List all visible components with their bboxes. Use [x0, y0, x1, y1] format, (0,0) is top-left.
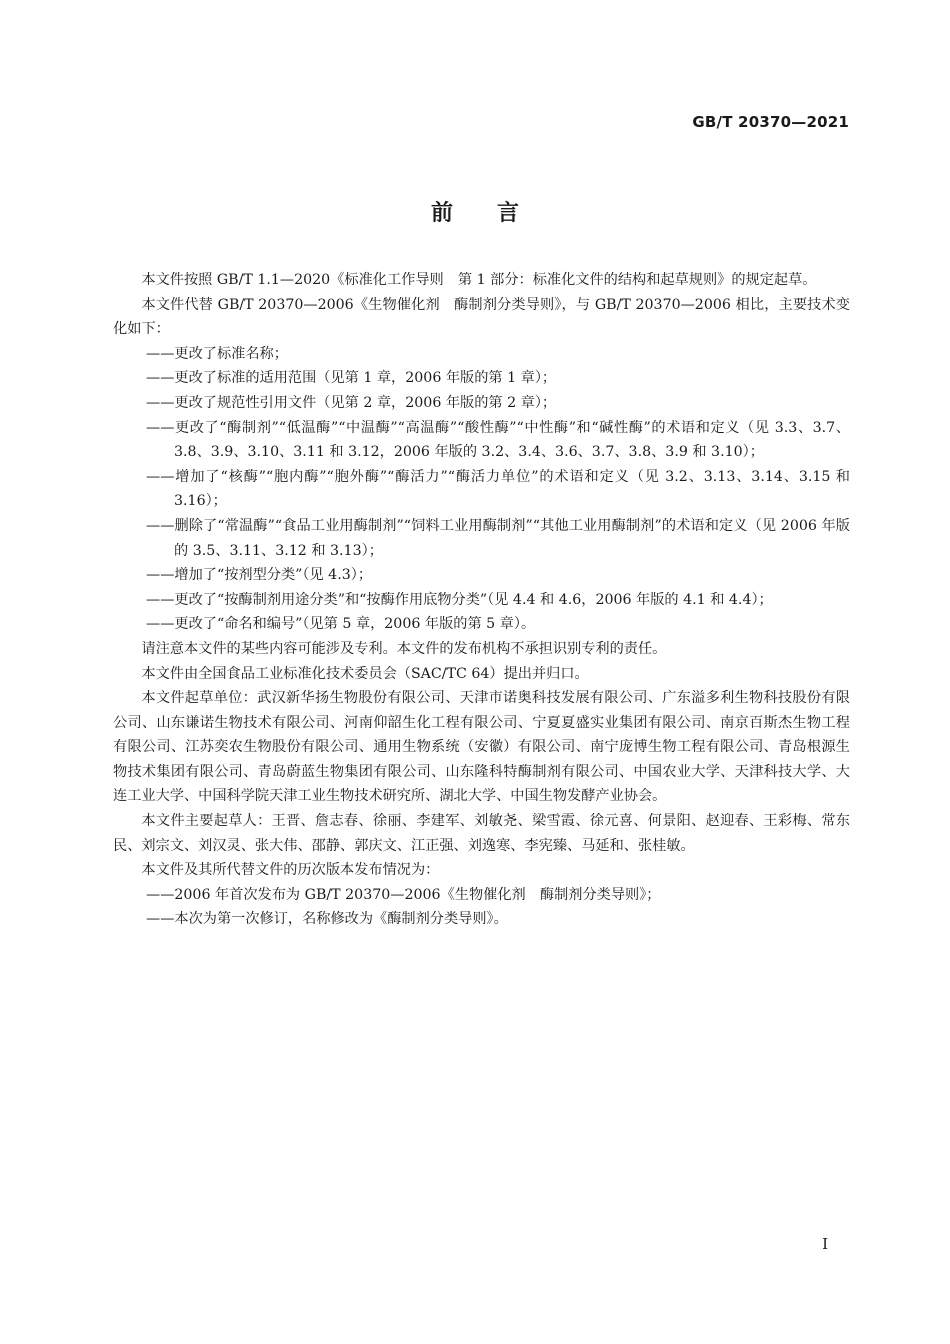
- change-item: ——更改了标准的适用范围（见第 1 章，2006 年版的第 1 章）；: [146, 370, 557, 387]
- page-title: 前 言: [430, 201, 519, 226]
- paragraph-drafters: 本文件主要起草人：王晋、詹志春、徐丽、李建军、刘敏尧、梁雪霞、徐元喜、何景阳、赵迎春、王彩梅、常东民、刘宗文、刘汉灵、张大伟、邵静、郭庆文、江正强、刘逸寒、李宪臻、马延和、张桂敏。: [113, 813, 850, 854]
- change-item: ——增加了“按剂型分类”（见 4.3）；: [146, 567, 373, 584]
- change-item: ——更改了“按酶制剂用途分类”和“按酶作用底物分类”（见 4.4 和 4.6，2006 年版的 4.1 和 4.4）；: [146, 591, 773, 608]
- paragraph-drafting-units: 本文件起草单位：武汉新华扬生物股份有限公司、天津市诺奥科技发展有限公司、广东溢多利生物科技股份有限公司、山东谦诺生物技术有限公司、河南仰韶生化工程有限公司、宁夏夏盛实业集团有限公司、南京百斯杰生物工程有限公司、江苏奕农生物股份有限公司、通用生物系统（安徽）有限公司、南宁庞博生物工程有限公司、青岛根源生物技术集团有限公司、青岛蔚蓝生物集团有限公司、山东隆科特酶制剂有限公司、中国农业大学、天津科技大学、大连工业大学、中国科学院天津工业生物技术研究所、湖北大学、中国生物发酵产业协会。: [113, 690, 850, 805]
- paragraph: 请注意本文件的某些内容可能涉及专利。本文件的发布机构不承担识别专利的责任。: [141, 640, 667, 657]
- change-item: ——更改了“命名和编号”（见第 5 章，2006 年版的第 5 章）。: [146, 616, 536, 633]
- history-item: ——本次为第一次修订，名称修改为《酶制剂分类导则》。: [146, 911, 508, 928]
- change-item: ——更改了“酶制剂”“低温酶”“中温酶”“高温酶”“酸性酶”“中性酶”和“碱性酶”的术语和定义（见 3.3、3.7、3.8、3.9、3.10、3.11 和 3.12，2006 年版的 3.2、3.4、3.6、3.7、3.8、3.9 和 3.10）；: [146, 419, 850, 461]
- document-body: [113, 268, 850, 932]
- history-item: ——2006 年首次发布为 GB/T 20370—2006《生物催化剂 酶制剂分类导则》；: [146, 886, 661, 903]
- paragraph: 本文件及其所代替文件的历次版本发布情况为：: [141, 862, 440, 879]
- paragraph: 本文件由全国食品工业标准化技术委员会（SAC/TC 64）提出并归口。: [141, 665, 589, 682]
- change-item: ——增加了“核酶”“胞内酶”“胞外酶”“酶活力”“酶活力单位”的术语和定义（见 3.2、3.13、3.14、3.15 和 3.16）；: [146, 468, 850, 510]
- change-item: ——更改了规范性引用文件（见第 2 章，2006 年版的第 2 章）；: [146, 394, 557, 411]
- change-item: ——更改了标准名称；: [146, 345, 288, 362]
- paragraph: 本文件按照 GB/T 1.1—2020《标准化工作导则 第 1 部分：标准化文件的结构和起草规则》的规定起草。: [141, 272, 817, 288]
- standard-code: GB/T 20370—2021: [692, 113, 849, 131]
- change-item: ——删除了“常温酶”“食品工业用酶制剂”“饲料工业用酶制剂”“其他工业用酶制剂”的术语和定义（见 2006 年版的 3.5、3.11、3.12 和 3.13）；: [146, 517, 850, 559]
- paragraph: 本文件代替 GB/T 20370—2006《生物催化剂 酶制剂分类导则》，与 GB/T 20370—2006 相比，主要技术变化如下：: [113, 296, 850, 338]
- page-number: I: [822, 1235, 828, 1253]
